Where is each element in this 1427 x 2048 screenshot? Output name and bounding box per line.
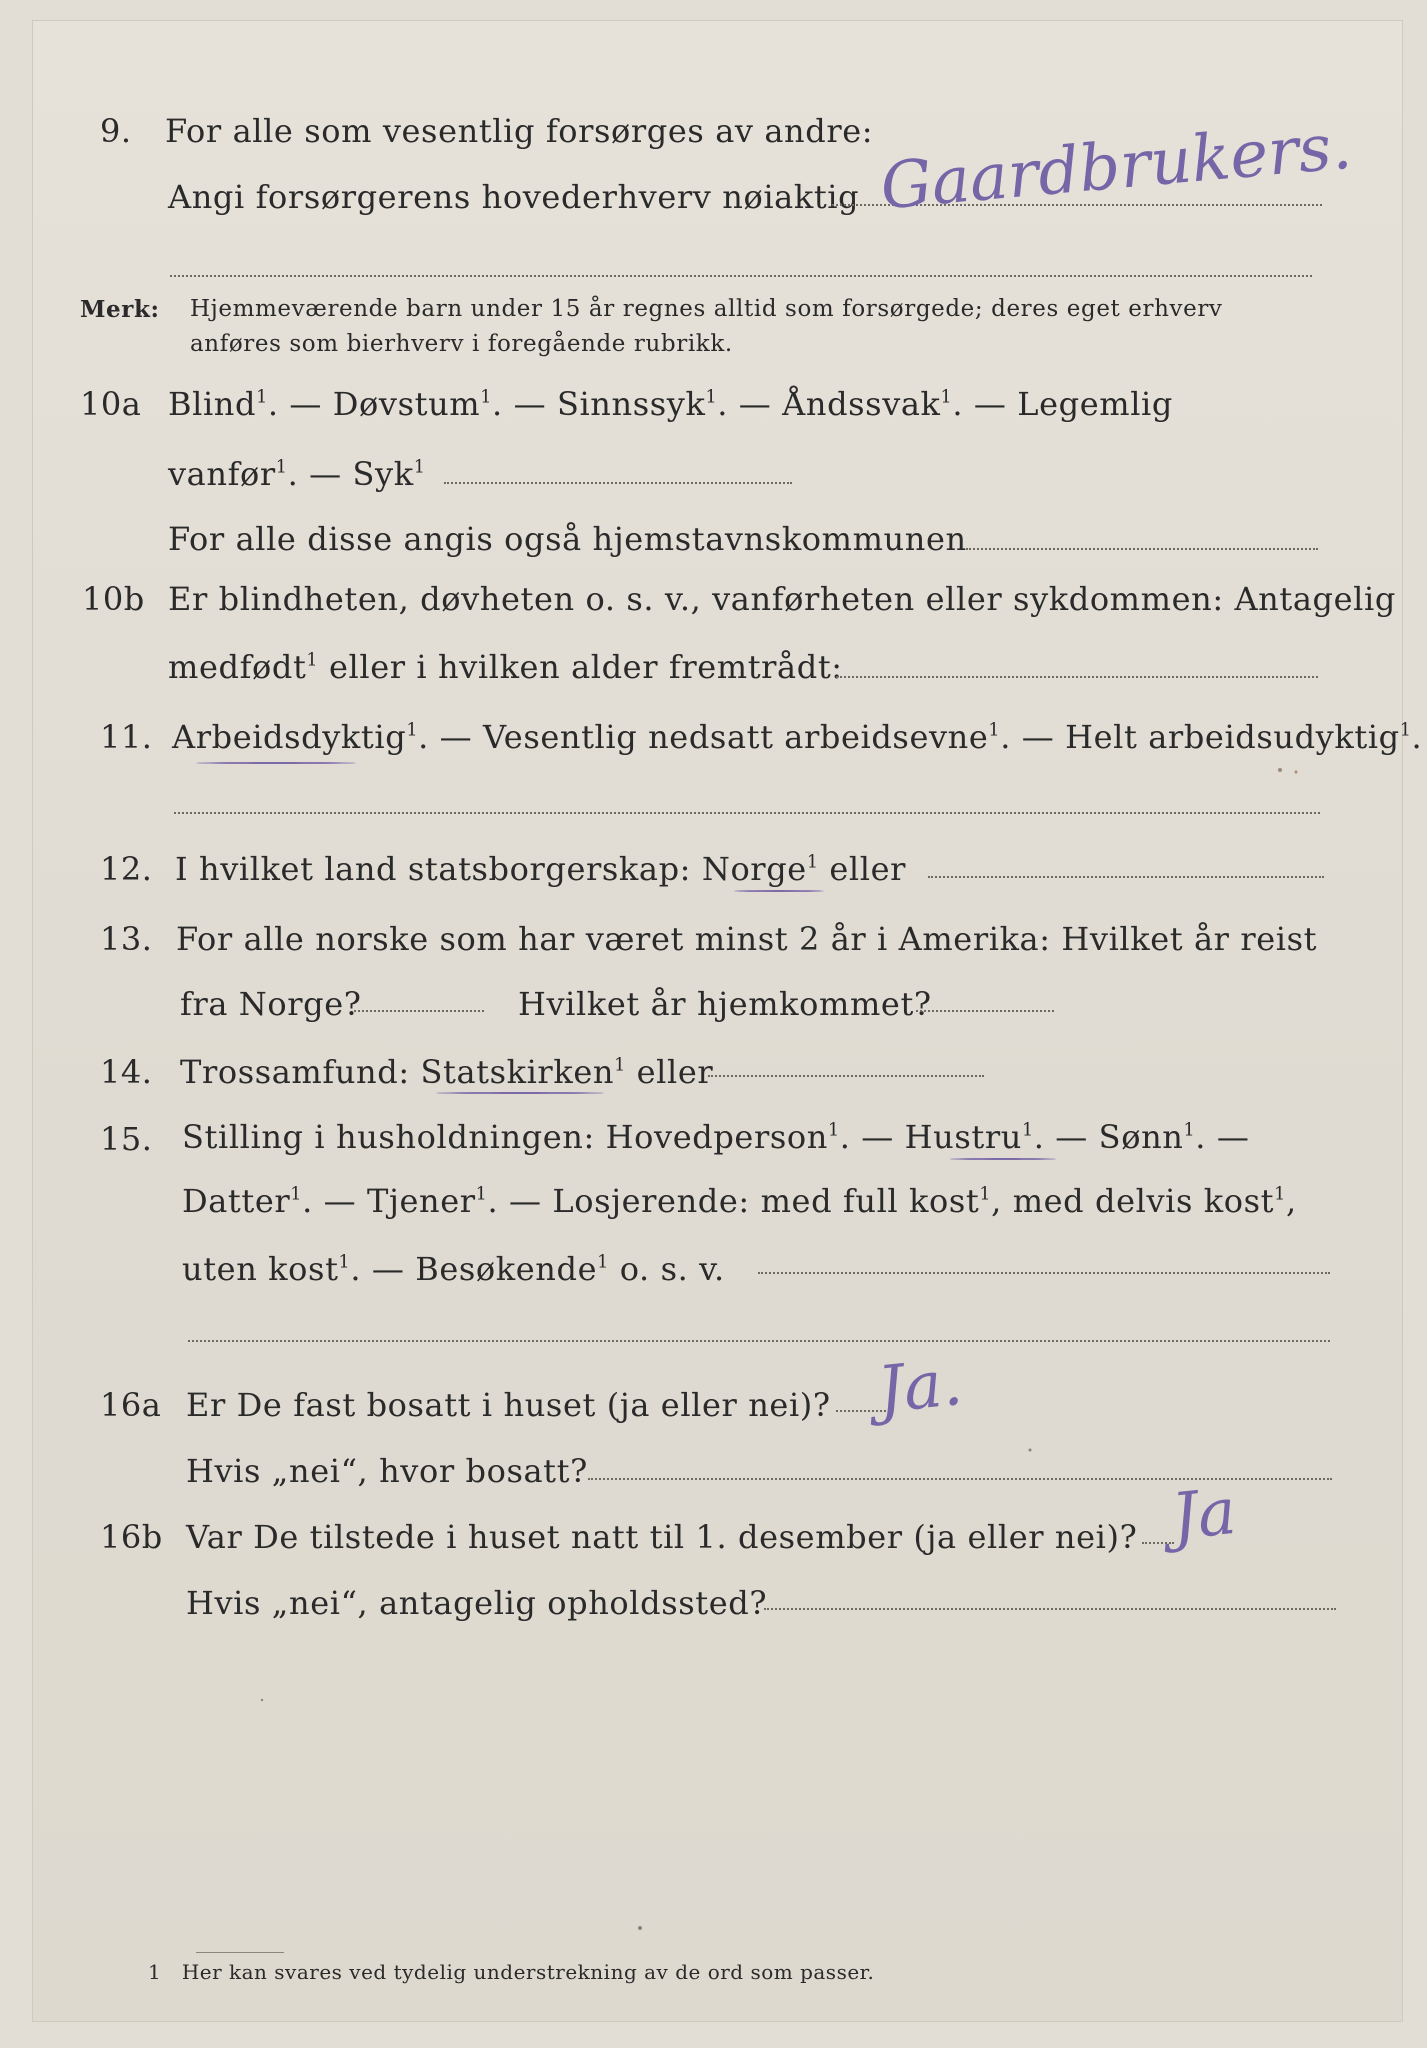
item-14-line-1: Trossamfund: Statskirken$^1$ eller: [180, 1053, 714, 1091]
item-15-line-1: Stilling i husholdningen: Hovedperson$^1$. — Hustru$^1$. — Sønn$^1$. —: [182, 1118, 1250, 1156]
item-16b-line-2: Hvis „nei“, antagelig opholdssted?: [186, 1584, 768, 1622]
item-10a-line-2: vanfør$^1$. — Syk$^1$: [168, 455, 426, 493]
item-9-number: 9.: [100, 112, 132, 150]
item-16a-line-2: Hvis „nei“, hvor bosatt?: [186, 1452, 588, 1490]
item-11-line-1: Arbeidsdyktig$^1$. — Vesentlig nedsatt arbeidsevne$^1$. — Helt arbeidsudyktig$^1$.: [172, 718, 1423, 756]
item-10b-line-1: Er blindheten, døvheten o. s. v., vanførheten eller sykdommen: Antagelig: [168, 580, 1396, 618]
item-12-number: 12.: [100, 850, 153, 888]
item-9-handwritten-answer: Gaardbrukers.: [877, 109, 1355, 225]
item-13-number: 13.: [100, 920, 153, 958]
item-10b-number: 10b: [82, 580, 145, 618]
item-15-line-2: Datter$^1$. — Tjener$^1$. — Losjerende: med full kost$^1$, med delvis kost$^1$,: [182, 1182, 1297, 1220]
item-16b-line-1: Var De tilstede i huset natt til 1. desember (ja eller nei)?: [186, 1518, 1138, 1556]
item-11-number: 11.: [100, 718, 153, 756]
item-10b-line-2: medfødt$^1$ eller i hvilken alder fremtrådt:: [168, 648, 843, 686]
item-16b-number: 16b: [100, 1518, 163, 1556]
item-14-number: 14.: [100, 1053, 153, 1091]
note-line-1: Hjemmeværende barn under 15 år regnes alltid som forsørgede; deres eget erhverv: [190, 296, 1223, 322]
item-12-line-1: I hvilket land statsborgerskap: Norge$^1$ eller: [175, 850, 907, 888]
item-16b-handwritten-answer: Ja: [1168, 1474, 1240, 1556]
item-13-line-1: For alle norske som har været minst 2 år i Amerika: Hvilket år reist: [176, 920, 1318, 958]
footnote-rule: [196, 1952, 284, 1953]
item-9-line-1: For alle som vesentlig forsørges av andre:: [165, 112, 874, 150]
item-9-line-2: Angi forsørgerens hovederhverv nøiaktig: [168, 178, 860, 216]
item-13-line-2b: Hvilket år hjemkommet?: [518, 985, 932, 1023]
item-10a-number: 10a: [80, 385, 142, 423]
item-13-line-2a: fra Norge?: [180, 985, 362, 1023]
item-10a-line-3: For alle disse angis også hjemstavnskommunen: [168, 520, 967, 558]
item-16a-number: 16a: [100, 1386, 162, 1424]
note-line-2: anføres som bierhverv i foregående rubrikk.: [190, 331, 733, 357]
item-15-line-3: uten kost$^1$. — Besøkende$^1$ o. s. v.: [182, 1250, 725, 1288]
item-15-number: 15.: [100, 1120, 153, 1158]
note-label: Merk:: [80, 296, 160, 323]
item-16a-handwritten-answer: Ja.: [874, 1345, 966, 1429]
footnote: 1 Her kan svares ved tydelig understrekning av de ord som passer.: [148, 1960, 875, 1984]
item-16a-line-1: Er De fast bosatt i huset (ja eller nei)?: [186, 1386, 831, 1424]
item-10a-line-1: Blind$^1$. — Døvstum$^1$. — Sinnssyk$^1$. — Åndssvak$^1$. — Legemlig: [168, 385, 1173, 423]
